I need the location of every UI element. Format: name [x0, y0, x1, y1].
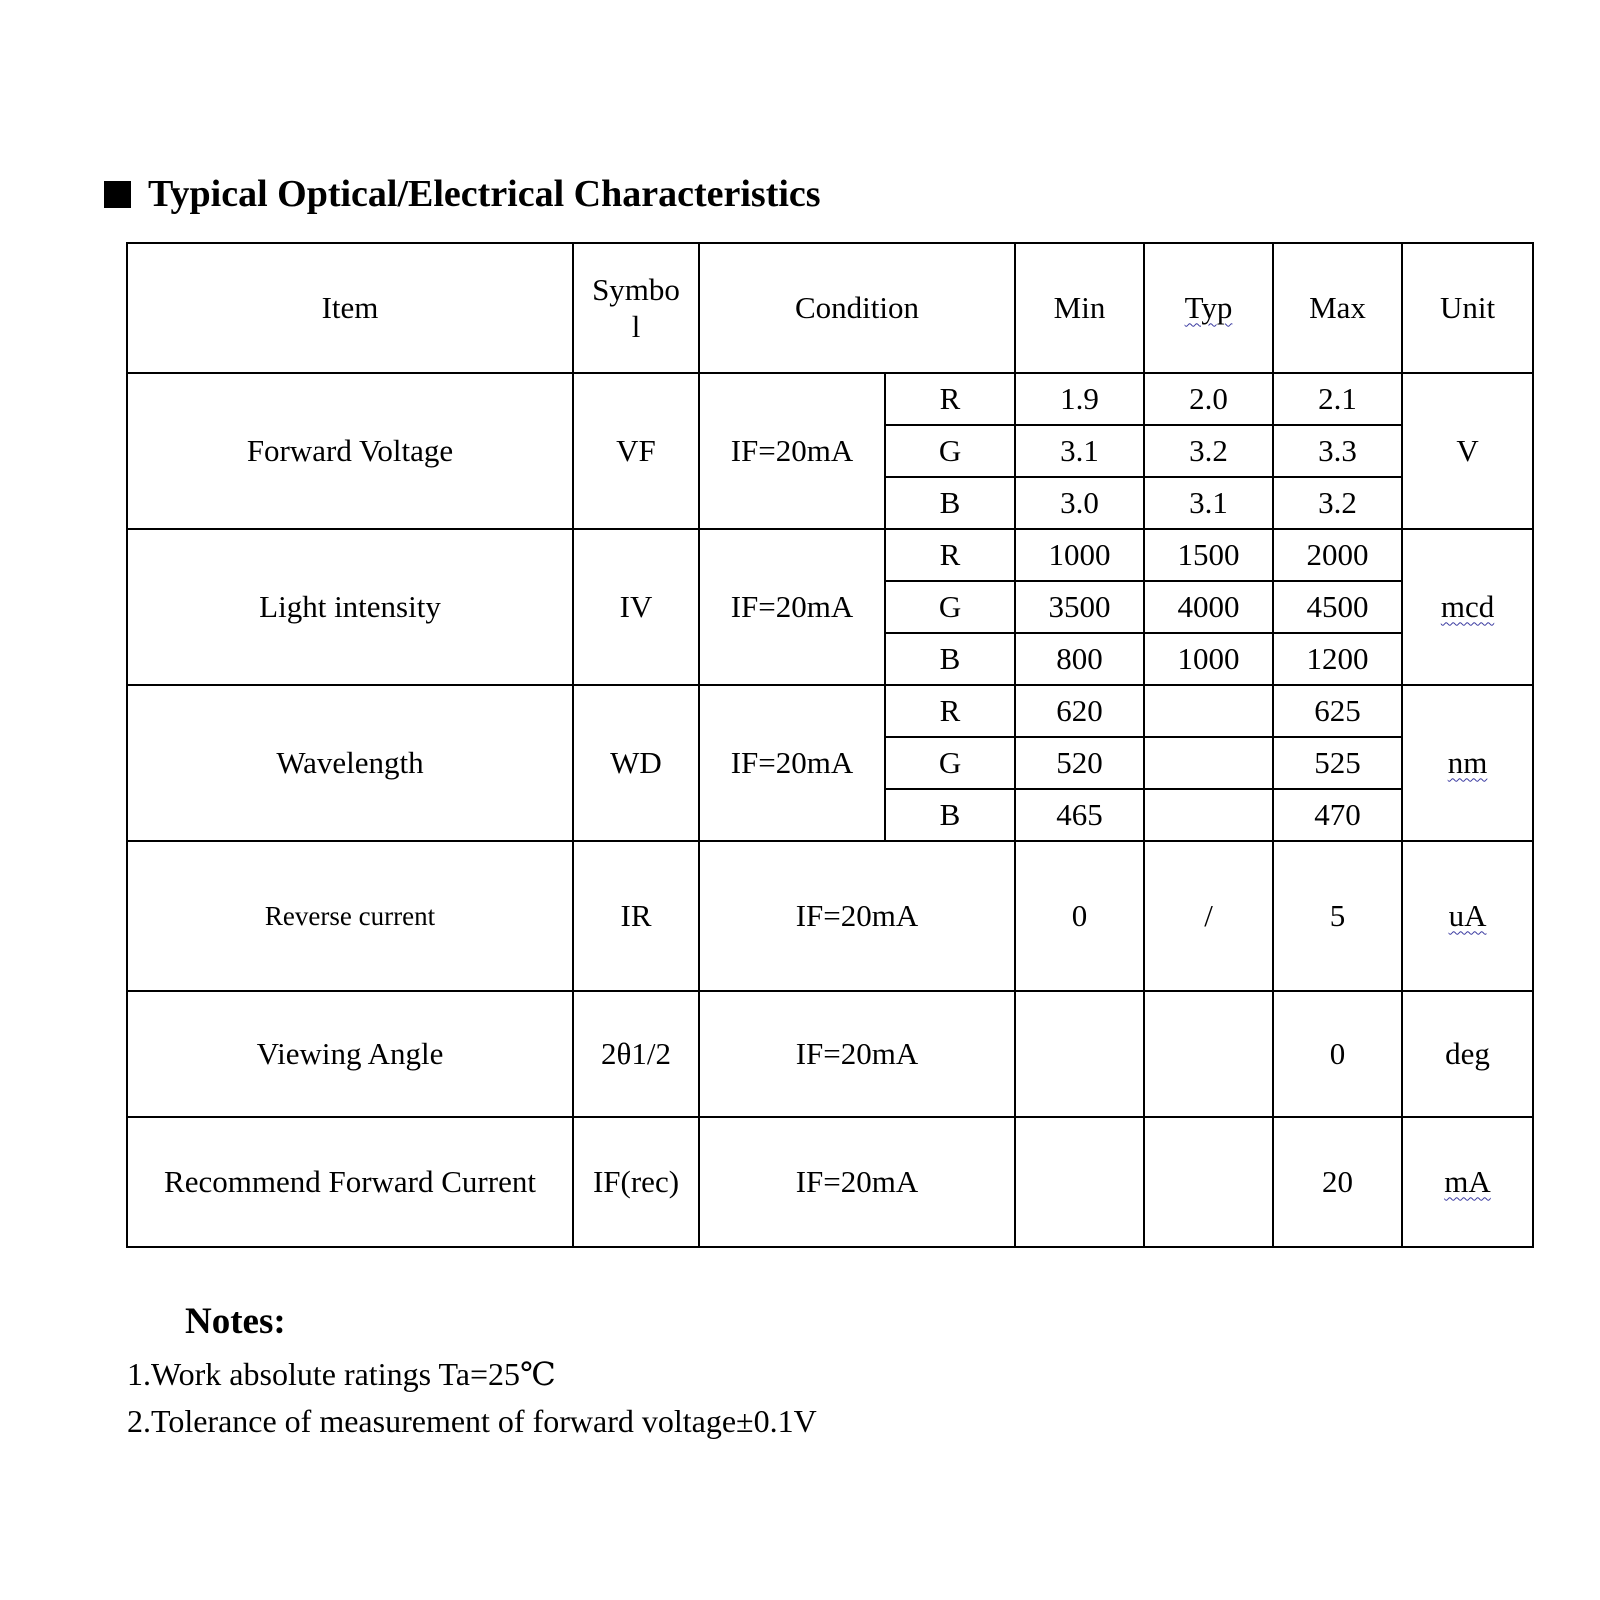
unit-iv-label: mcd	[1440, 589, 1495, 625]
header-typ-label: Typ	[1184, 290, 1233, 326]
item-viewing-angle: Viewing Angle	[127, 991, 573, 1117]
min-cell	[1015, 1117, 1144, 1247]
max-cell: 625	[1273, 685, 1402, 737]
item-recommend-current: Recommend Forward Current	[127, 1117, 573, 1247]
max-cell: 1200	[1273, 633, 1402, 685]
min-cell: 3.0	[1015, 477, 1144, 529]
header-item: Item	[127, 243, 573, 373]
symbol-angle: 2θ1/2	[573, 991, 699, 1117]
header-typ	[1144, 243, 1273, 373]
min-cell: 1.9	[1015, 373, 1144, 425]
condition-ir: IF=20mA	[699, 841, 1015, 991]
note-item: 2.Tolerance of measurement of forward voltage±0.1V	[127, 1403, 817, 1439]
table-row	[127, 373, 1533, 425]
header-row	[127, 243, 1533, 373]
color-cell: B	[885, 633, 1015, 685]
item-forward-voltage: Forward Voltage	[127, 373, 573, 529]
typ-cell: 3.1	[1144, 477, 1273, 529]
max-cell: 525	[1273, 737, 1402, 789]
min-cell: 800	[1015, 633, 1144, 685]
color-cell: R	[885, 685, 1015, 737]
unit-angle: deg	[1402, 991, 1533, 1117]
typ-cell	[1144, 685, 1273, 737]
table-row	[127, 841, 1533, 991]
header-unit: Unit	[1402, 243, 1533, 373]
min-cell: 3.1	[1015, 425, 1144, 477]
typ-cell: 4000	[1144, 581, 1273, 633]
color-cell: R	[885, 529, 1015, 581]
min-cell: 620	[1015, 685, 1144, 737]
color-cell: G	[885, 581, 1015, 633]
color-cell: G	[885, 737, 1015, 789]
section-title: Typical Optical/Electrical Characteristics	[148, 173, 821, 215]
typ-cell: 2.0	[1144, 373, 1273, 425]
typ-cell: /	[1144, 841, 1273, 991]
color-cell: B	[885, 477, 1015, 529]
min-cell: 465	[1015, 789, 1144, 841]
unit-ir	[1402, 841, 1533, 991]
header-condition: Condition	[699, 243, 1015, 373]
table-row	[127, 529, 1533, 581]
condition-ifrec: IF=20mA	[699, 1117, 1015, 1247]
item-light-intensity: Light intensity	[127, 529, 573, 685]
typ-cell	[1144, 789, 1273, 841]
min-cell: 1000	[1015, 529, 1144, 581]
max-cell: 2.1	[1273, 373, 1402, 425]
unit-vf: V	[1402, 373, 1533, 529]
symbol-ir: IR	[573, 841, 699, 991]
max-cell: 20	[1273, 1117, 1402, 1247]
item-reverse-current: Reverse current	[127, 841, 573, 991]
condition-vf: IF=20mA	[699, 373, 885, 529]
min-cell	[1015, 991, 1144, 1117]
condition-angle: IF=20mA	[699, 991, 1015, 1117]
condition-iv: IF=20mA	[699, 529, 885, 685]
max-cell: 470	[1273, 789, 1402, 841]
unit-iv	[1402, 529, 1533, 685]
typ-cell	[1144, 737, 1273, 789]
typ-cell	[1144, 991, 1273, 1117]
symbol-vf: VF	[573, 373, 699, 529]
unit-wd	[1402, 685, 1533, 841]
header-max: Max	[1273, 243, 1402, 373]
table-row	[127, 991, 1533, 1117]
max-cell: 3.3	[1273, 425, 1402, 477]
unit-wd-label: nm	[1447, 745, 1488, 781]
section-heading	[104, 172, 821, 216]
typ-cell	[1144, 1117, 1273, 1247]
max-cell: 2000	[1273, 529, 1402, 581]
max-cell: 3.2	[1273, 477, 1402, 529]
table-row	[127, 685, 1533, 737]
min-cell: 3500	[1015, 581, 1144, 633]
color-cell: R	[885, 373, 1015, 425]
item-wavelength: Wavelength	[127, 685, 573, 841]
table-row	[127, 1117, 1533, 1247]
symbol-ifrec: IF(rec)	[573, 1117, 699, 1247]
min-cell: 520	[1015, 737, 1144, 789]
unit-ir-label: uA	[1448, 898, 1487, 934]
typ-cell: 3.2	[1144, 425, 1273, 477]
header-symbol: Symbo l	[573, 243, 699, 373]
typ-cell: 1500	[1144, 529, 1273, 581]
header-min: Min	[1015, 243, 1144, 373]
note-item: 1.Work absolute ratings Ta=25℃	[127, 1356, 556, 1392]
notes-section	[127, 1300, 817, 1450]
unit-ifrec	[1402, 1117, 1533, 1247]
color-cell: G	[885, 425, 1015, 477]
symbol-wd: WD	[573, 685, 699, 841]
color-cell: B	[885, 789, 1015, 841]
notes-title: Notes:	[185, 1301, 286, 1342]
unit-ifrec-label: mA	[1444, 1164, 1491, 1200]
black-square-icon	[104, 181, 131, 208]
max-cell: 5	[1273, 841, 1402, 991]
characteristics-table	[126, 242, 1534, 1248]
max-cell: 4500	[1273, 581, 1402, 633]
symbol-iv: IV	[573, 529, 699, 685]
max-cell: 0	[1273, 991, 1402, 1117]
condition-wd: IF=20mA	[699, 685, 885, 841]
typ-cell: 1000	[1144, 633, 1273, 685]
min-cell: 0	[1015, 841, 1144, 991]
